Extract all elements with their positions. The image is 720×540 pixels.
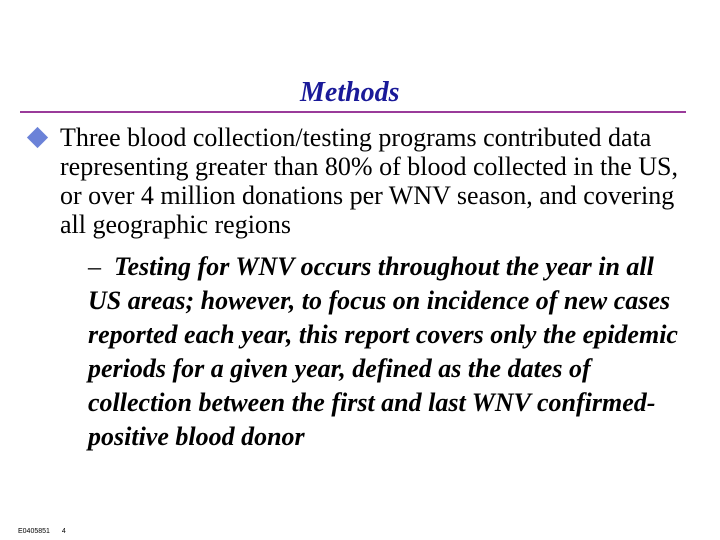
dash-bullet-icon: – (88, 252, 101, 281)
diamond-bullet-icon (27, 127, 48, 148)
footer-page-number: 4 (61, 528, 66, 535)
sub-bullet-item (88, 250, 693, 454)
footer-doc-id: E0405851 (18, 528, 50, 535)
slide-footer (18, 528, 76, 536)
slide-title: Methods (300, 77, 400, 108)
slide-title-area (0, 76, 720, 110)
title-divider (20, 111, 686, 113)
sub-bullet-text (88, 250, 693, 454)
sub-bullet-content: Testing for WNV occurs throughout the year in all US areas; however, to focus on incidence of new cases reported each year, this report covers only the epidemic periods for a given year, defined as the dates of collection between the first and last WNV confirmed-positive blood donor (88, 252, 678, 451)
main-bullet-item (30, 123, 700, 239)
main-bullet-text: Three blood collection/testing programs contributed data representing greater than 80% of blood collected in the US, or over 4 million donations per WNV season, and covering all geographic regions (60, 123, 679, 239)
